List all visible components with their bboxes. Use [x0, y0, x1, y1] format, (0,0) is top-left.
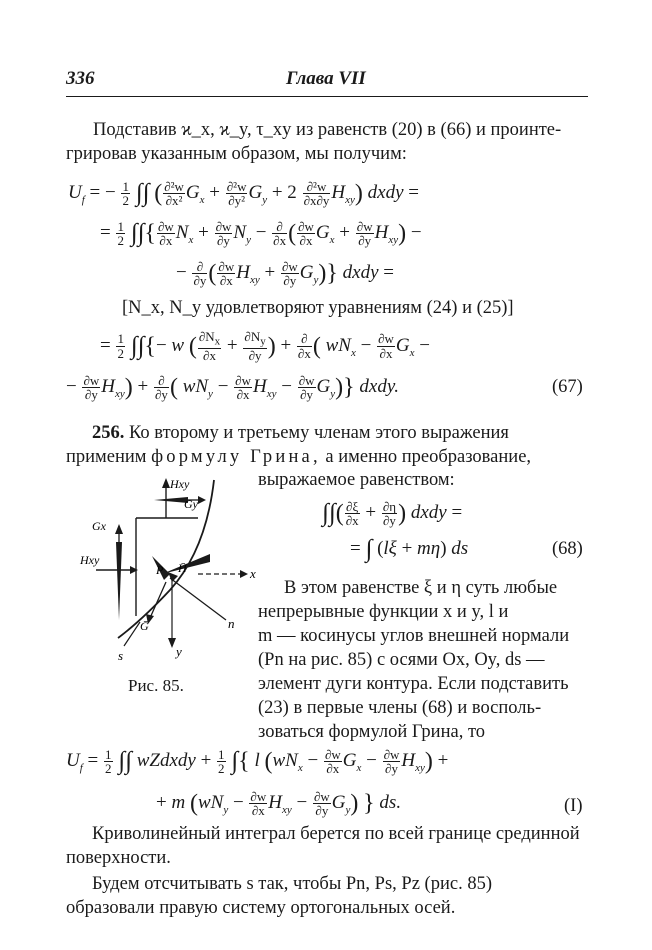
header-rule	[66, 96, 588, 97]
right-line5: элемент дуги контура. Если подставить	[258, 674, 569, 694]
hxy-top-arrowhead	[162, 478, 170, 488]
normal-arrowhead	[168, 572, 178, 582]
sec256-line2-suffix: а именно преобразование,	[325, 447, 532, 467]
figure-caption: Рис. 85.	[128, 676, 184, 695]
sec256-line2-prefix: применим	[66, 447, 147, 467]
label-gx: Gx	[92, 519, 106, 533]
sec256-line3: выражаемое равенством:	[258, 470, 455, 490]
gy-wedge	[154, 497, 188, 503]
right-line4: (Pn на рис. 85) с осями Ox, Oy, ds —	[258, 650, 545, 670]
label-hxy-top: Hxy	[170, 477, 190, 491]
right-line2: непрерывные функции x и y, l и	[258, 602, 509, 622]
label-h-bar: H̄	[178, 561, 187, 575]
sec256-line2	[66, 445, 531, 470]
label-x: x	[250, 566, 256, 581]
end-line1: Криволинейный интеграл берется по всей границе срединной	[92, 824, 580, 844]
label-g-bar: Ḡ	[140, 619, 149, 633]
gy-arrowhead	[198, 496, 206, 504]
figure-85	[78, 470, 258, 670]
sec256-line2-spaced: формулу Грина,	[151, 447, 321, 467]
label-y: y	[176, 644, 182, 659]
eq67-line2: − $\frac{\partial w}{\partial y}$ $H_{xy}$) + ∂ ∂y ( $wN_y$ − $\frac{\partial w}{\partial x}$ $H_{xy}$ − $\frac{\partial w}{\partial y}$ $G_y$)} dxdy.	[66, 372, 399, 403]
right-line3: m — косинусы углов внешней нормали	[258, 626, 570, 646]
g-bar-arrow	[150, 582, 166, 618]
gx-wedge	[116, 542, 122, 620]
eq68-line2: = ∫ (lξ + mη) ds	[350, 535, 469, 563]
right-line6: (23) в первые члены (68) и восполь-	[258, 698, 542, 718]
para1-line1: Подставив ϰ_x, ϰ_y, τ_xy из равенств (20) в (66) и проинте-	[93, 120, 562, 140]
normal-line	[170, 578, 226, 620]
eq-uf-line2: = $\frac{1}{2}$ ∫∫{ $\frac{\partial w}{\partial x}$ $N_x$ + $\frac{\partial w}{\partial y}$ $N_y$ − ∂ ∂x ( $\frac{\partial w}{\partial x}$ $G_x$ + $\frac{\partial w}{\partial y}$ $H_{xy}$) −	[100, 218, 422, 249]
remark-line: [N_x, N_y удовлетворяют уравнениям (24) и (25)]	[122, 298, 514, 318]
end-line3: Будем отсчитывать s так, чтобы Pn, Ps, Pz (рис. 85)	[92, 874, 492, 894]
para1-line2: грировав указанным образом, мы получим:	[66, 144, 407, 164]
sec256-number: 256.	[92, 423, 125, 443]
eq68-line1: ∫∫( $\frac{\partial\xi}{\partial x}$ + $\frac{\partial\eta}{\partial y}$ ) dxdy =	[322, 498, 463, 529]
gx-arrowhead	[115, 524, 123, 534]
eqI-number: (I)	[564, 796, 583, 816]
eq-uf-line1: $U_f$ = − $\frac{1}{2}$ ∫∫ ( $\frac{\text{∂²w}}{\text{∂x²}}$ $G_x$ + $\frac{\text{∂²w}}{\text{∂y²}}$ $G_y + 2$ $\frac{\text{∂²w}}{\partial x\partial y}$ $H_{xy}$) dxdy =	[68, 178, 420, 209]
chapter-title: Глава VII	[286, 68, 366, 89]
label-hxy-left: Hxy	[80, 553, 100, 567]
eqI-line1: $U_f$ = $\frac{1}{2}$ ∫∫ wZdxdy + $\frac{1}{2}$ ∫{ l ($wN_x$ − $\frac{\partial w}{\partial x}$ $G_x$ − $\frac{\partial w}{\partial y}$ $H_{xy}$) +	[66, 746, 449, 777]
right-line7: зоваться формулой Грина, то	[258, 722, 486, 742]
y-axis-arrowhead	[168, 638, 176, 648]
hxy-left-arrowhead	[130, 566, 138, 574]
label-gy: Gy	[184, 497, 198, 511]
label-p: P	[156, 563, 164, 577]
label-n: n	[228, 616, 235, 631]
label-s: s	[118, 648, 124, 663]
sec256-line1-text: Ко второму и третьему членам этого выражения	[129, 423, 509, 443]
eq67-line1: = $\frac{1}{2}$ ∫∫{− w ( $\frac{\partial N_x}{\partial x}$ + $\frac{\partial N_y}{\partial y}$ ) + ∂ ∂x ( $wN_x$ − $\frac{\partial w}{\partial x}$ $G_x$ −	[100, 329, 430, 364]
sec256-line1	[92, 421, 509, 446]
eq-uf-line3: − ∂ ∂y ( $\frac{\partial w}{\partial x}$ $H_{xy}$ + $\frac{\partial w}{\partial y}$ $G_y$)} dxdy =	[176, 258, 394, 289]
end-line4: образовали правую систему ортогональных осей.	[66, 898, 456, 918]
eqI-line2: + m ($wN_y$ − $\frac{\partial w}{\partial x}$ $H_{xy}$ − $\frac{\partial w}{\partial y}$ $G_y$) } ds.	[156, 788, 402, 819]
end-line2: поверхности.	[66, 848, 171, 868]
eq68-number: (68)	[552, 539, 583, 559]
eq67-number: (67)	[552, 377, 583, 397]
x-axis-arrowhead	[240, 570, 248, 578]
page-number: 336	[66, 68, 95, 89]
right-line1: В этом равенстве ξ и η суть любые	[284, 578, 558, 598]
